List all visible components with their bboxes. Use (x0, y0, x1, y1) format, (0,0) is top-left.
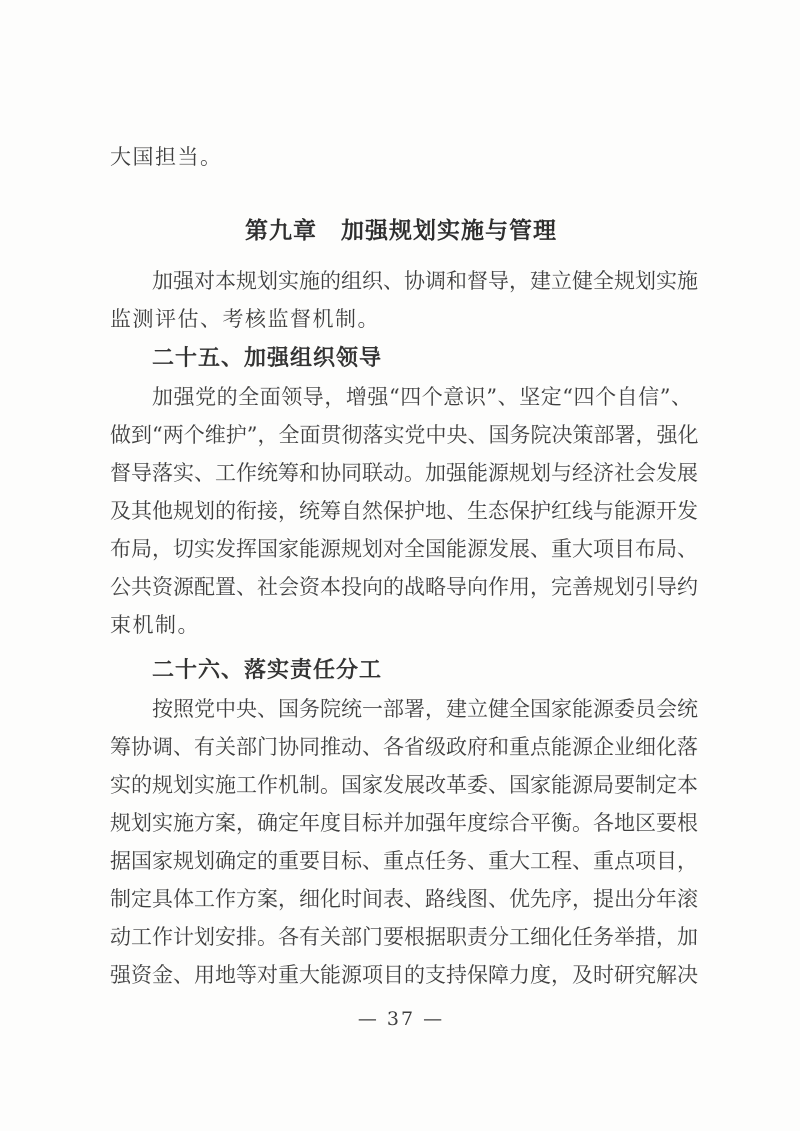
paragraph-line: 督导落实、工作统筹和协同联动。加强能源规划与经济社会发展 (110, 461, 698, 485)
paragraph-line: 束机制。 (110, 613, 200, 637)
paragraph-line: 强资金、用地等对重大能源项目的支持保障力度，及时研究解决 (110, 963, 698, 987)
chapter-heading: 第九章 加强规划实施与管理 (245, 217, 557, 244)
paragraph-line: 据国家规划确定的重要目标、重点任务、重大工程、重点项目， (110, 849, 698, 873)
paragraph-line: 加强党的全面领导，增强“四个意识”、坚定“四个自信”、 (152, 385, 692, 409)
paragraph-line: 筹协调、有关部门协同推动、各省级政府和重点能源企业细化落 (110, 735, 698, 759)
section-heading-26: 二十六、落实责任分工 (152, 658, 383, 683)
paragraph-line: 按照党中央、国务院统一部署，建立健全国家能源委员会统 (152, 697, 698, 721)
body-line-carryover: 大国担当。 (110, 145, 223, 169)
paragraph-line: 加强对本规划实施的组织、协调和督导，建立健全规划实施 (152, 269, 698, 293)
paragraph-line: 及其他规划的衔接，统筹自然保护地、生态保护红线与能源开发 (110, 499, 698, 523)
section-heading-25: 二十五、加强组织领导 (152, 346, 383, 371)
paragraph-line: 做到“两个维护”，全面贯彻落实党中央、国务院决策部署，强化 (110, 423, 699, 447)
paragraph-line: 监测评估、考核监督机制。 (110, 307, 380, 331)
paragraph-line: 公共资源配置、社会资本投向的战略导向作用，完善规划引导约 (110, 575, 698, 599)
paragraph-line: 规划实施方案，确定年度目标并加强年度综合平衡。各地区要根 (110, 811, 698, 835)
paragraph-line: 制定具体工作方案，细化时间表、路线图、优先序，提出分年滚 (110, 887, 698, 911)
paragraph-line: 布局，切实发挥国家能源规划对全国能源发展、重大项目布局、 (110, 537, 698, 561)
paragraph-line: 实的规划实施工作机制。国家发展改革委、国家能源局要制定本 (110, 773, 698, 797)
paragraph-line: 动工作计划安排。各有关部门要根据职责分工细化任务举措，加 (110, 925, 698, 949)
page-number: — 37 — (357, 1008, 445, 1030)
